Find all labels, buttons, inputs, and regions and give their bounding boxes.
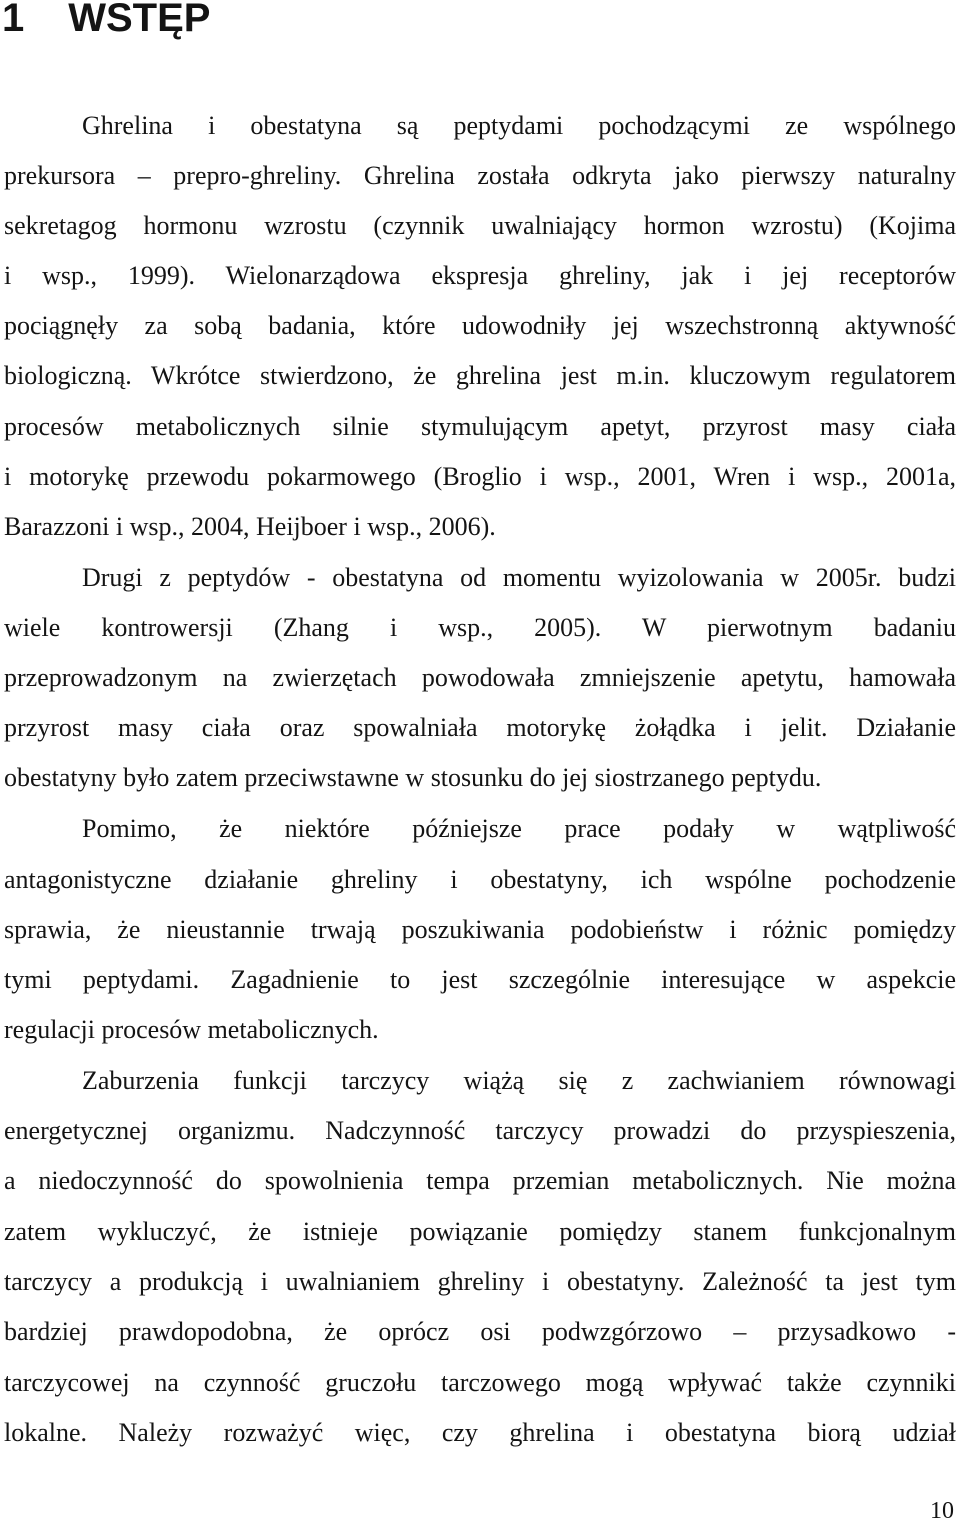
text-line: sekretagog hormonu wzrostu (czynnik uwalniający hormon wzrostu) (Kojima bbox=[4, 211, 956, 240]
section-heading bbox=[2, 0, 210, 42]
text-line: i motorykę przewodu pokarmowego (Broglio i wsp., 2001, Wren i wsp., 2001a, bbox=[4, 462, 956, 491]
text-line: przeprowadzonym na zwierzętach powodowała zmniejszenie apetytu, hamowała bbox=[4, 663, 956, 692]
text-line: sprawia, że nieustannie trwają poszukiwania podobieństw i różnic pomiędzy bbox=[4, 915, 956, 944]
section-number: 1 bbox=[2, 0, 25, 40]
text-line: Ghrelina i obestatyna są peptydami pochodzącymi ze wspólnego bbox=[82, 111, 956, 140]
text-line: obestatyny było zatem przeciwstawne w stosunku do jej siostrzanego peptydu. bbox=[4, 763, 822, 792]
text-line: bardziej prawdopodobna, że oprócz osi podwzgórzowo – przysadkowo - bbox=[4, 1317, 956, 1346]
text-line: Zaburzenia funkcji tarczycy wiążą się z zachwianiem równowagi bbox=[82, 1066, 956, 1095]
text-line: a niedoczynność do spowolnienia tempa przemian metabolicznych. Nie można bbox=[4, 1166, 956, 1195]
text-line: pociągnęły za sobą badania, które udowodniły jej wszechstronną aktywność bbox=[4, 311, 956, 340]
text-line: procesów metabolicznych silnie stymulującym apetyt, przyrost masy ciała bbox=[4, 412, 956, 441]
page-number: 10 bbox=[930, 1498, 954, 1524]
text-line: Barazzoni i wsp., 2004, Heijboer i wsp., 2006). bbox=[4, 512, 496, 541]
text-line: i wsp., 1999). Wielonarządowa ekspresja ghreliny, jak i jej receptorów bbox=[4, 261, 956, 290]
text-line: tymi peptydami. Zagadnienie to jest szczególnie interesujące w aspekcie bbox=[4, 965, 956, 994]
text-line: Drugi z peptydów - obestatyna od momentu wyizolowania w 2005r. budzi bbox=[82, 563, 956, 592]
text-line: tarczycowej na czynność gruczołu tarczowego mogą wpływać także czynniki bbox=[4, 1368, 956, 1397]
text-line: biologiczną. Wkrótce stwierdzono, że ghrelina jest m.in. kluczowym regulatorem bbox=[4, 361, 956, 390]
text-line: przyrost masy ciała oraz spowalniała motorykę żołądka i jelit. Działanie bbox=[4, 713, 956, 742]
text-line: prekursora – prepro-ghreliny. Ghrelina została odkryta jako pierwszy naturalny bbox=[4, 161, 956, 190]
text-line: zatem wykluczyć, że istnieje powiązanie pomiędzy stanem funkcjonalnym bbox=[4, 1217, 956, 1246]
text-line: energetycznej organizmu. Nadczynność tarczycy prowadzi do przyspieszenia, bbox=[4, 1116, 956, 1145]
text-line: antagonistyczne działanie ghreliny i obestatyny, ich wspólne pochodzenie bbox=[4, 865, 956, 894]
section-title: WSTĘP bbox=[68, 0, 211, 40]
text-line: regulacji procesów metabolicznych. bbox=[4, 1015, 379, 1044]
text-line: wiele kontrowersji (Zhang i wsp., 2005). W pierwotnym badaniu bbox=[4, 613, 956, 642]
text-line: tarczycy a produkcją i uwalnianiem ghreliny i obestatyny. Zależność ta jest tym bbox=[4, 1267, 956, 1296]
text-line: lokalne. Należy rozważyć więc, czy ghrelina i obestatyna biorą udział bbox=[4, 1418, 956, 1447]
text-line: Pomimo, że niektóre późniejsze prace podały w wątpliwość bbox=[82, 814, 956, 843]
